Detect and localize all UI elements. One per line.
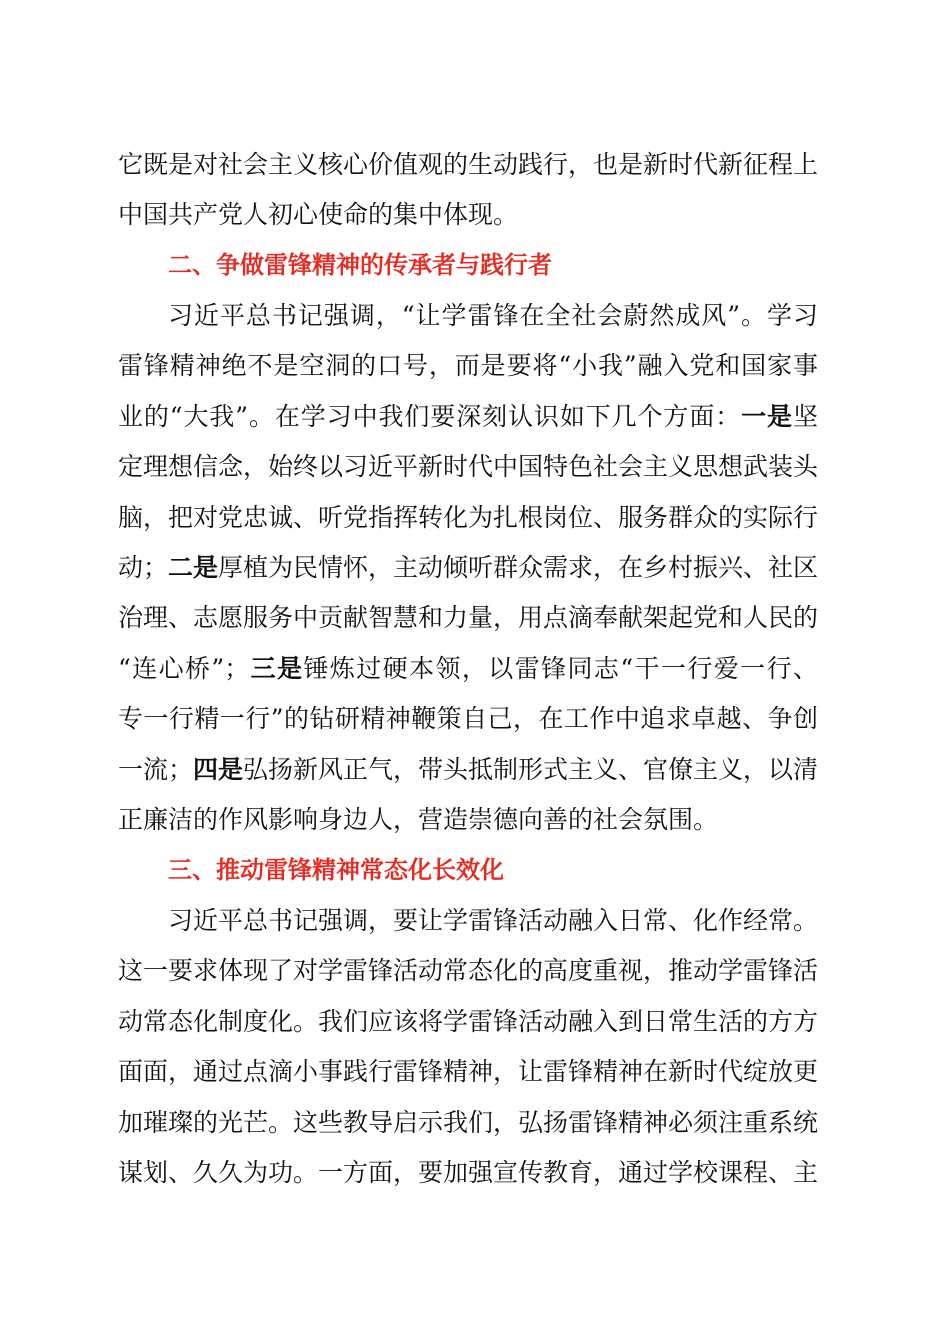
text-run: 弘扬新风正气，带头抵制形式主义、官僚主义，以清	[243, 755, 819, 784]
section-heading-3: 三、推动雷锋精神常态化长效化	[168, 856, 504, 884]
paragraph-line: 雷锋精神绝不是空洞的口号，而是要将“小我”融入党和国家事	[118, 351, 818, 380]
text-run: 一流；	[118, 755, 194, 784]
emphasis-text: 三是	[249, 654, 304, 683]
paragraph-line: 定理想信念，始终以习近平新时代中国特色社会主义思想武装头	[118, 452, 819, 481]
text-run: 坚	[792, 402, 818, 431]
section-heading-2: 二、争做雷锋精神的传承者与践行者	[168, 251, 552, 279]
paragraph-line: 专一行精一行”的钻研精神鞭策自己，在工作中追求卓越、争创	[118, 704, 818, 733]
text-run: 锤炼过硬本领，以雷锋同志“干一行爱一行、	[303, 654, 818, 683]
paragraph-line: 这一要求体现了对学雷锋活动常态化的高度重视，推动学雷锋活	[118, 956, 819, 985]
paragraph-line: 治理、志愿服务中贡献智慧和力量，用点滴奉献架起党和人民的	[118, 603, 819, 632]
text-run: “连心桥”；	[118, 654, 250, 683]
paragraph-line: 脑，把对党忠诚、听党指挥转化为扎根岗位、服务群众的实际行	[118, 503, 819, 532]
emphasis-text: 二是	[168, 553, 219, 582]
paragraph-line: 习近平总书记强调，要让学雷锋活动融入日常、化作经常。	[168, 906, 819, 935]
paragraph-line	[118, 552, 818, 584]
paragraph-line: 中国共产党人初心使命的集中体现。	[118, 200, 519, 229]
text-run: 业的“大我”。在学习中我们要深刻认识如下几个方面：	[118, 402, 742, 431]
text-run: 动；	[118, 553, 169, 582]
paragraph-line: 它既是对社会主义核心价值观的生动践行，也是新时代新征程上	[118, 150, 819, 179]
emphasis-text: 一是	[741, 402, 793, 431]
paragraph-line	[118, 653, 818, 685]
paragraph-line	[118, 754, 818, 786]
paragraph-line: 加璀璨的光芒。这些教导启示我们，弘扬雷锋精神必须注重系统	[118, 1108, 819, 1137]
paragraph-line: 动常态化制度化。我们应该将学雷锋活动融入到日常生活的方方	[118, 1007, 819, 1036]
paragraph-line: 正廉洁的作风影响身边人，营造崇德向善的社会氛围。	[118, 805, 719, 834]
paragraph-line	[118, 401, 818, 433]
paragraph-line: 面面，通过点滴小事践行雷锋精神，让雷锋精神在新时代绽放更	[118, 1057, 819, 1086]
paragraph-line: 习近平总书记强调，“让学雷锋在全社会蔚然成风”。学习	[168, 301, 818, 330]
emphasis-text: 四是	[193, 755, 244, 784]
text-run: 厚植为民情怀，主动倾听群众需求，在乡村振兴、社区	[218, 553, 819, 582]
paragraph-line: 谋划、久久为功。一方面，要加强宣传教育，通过学校课程、主	[118, 1158, 819, 1187]
